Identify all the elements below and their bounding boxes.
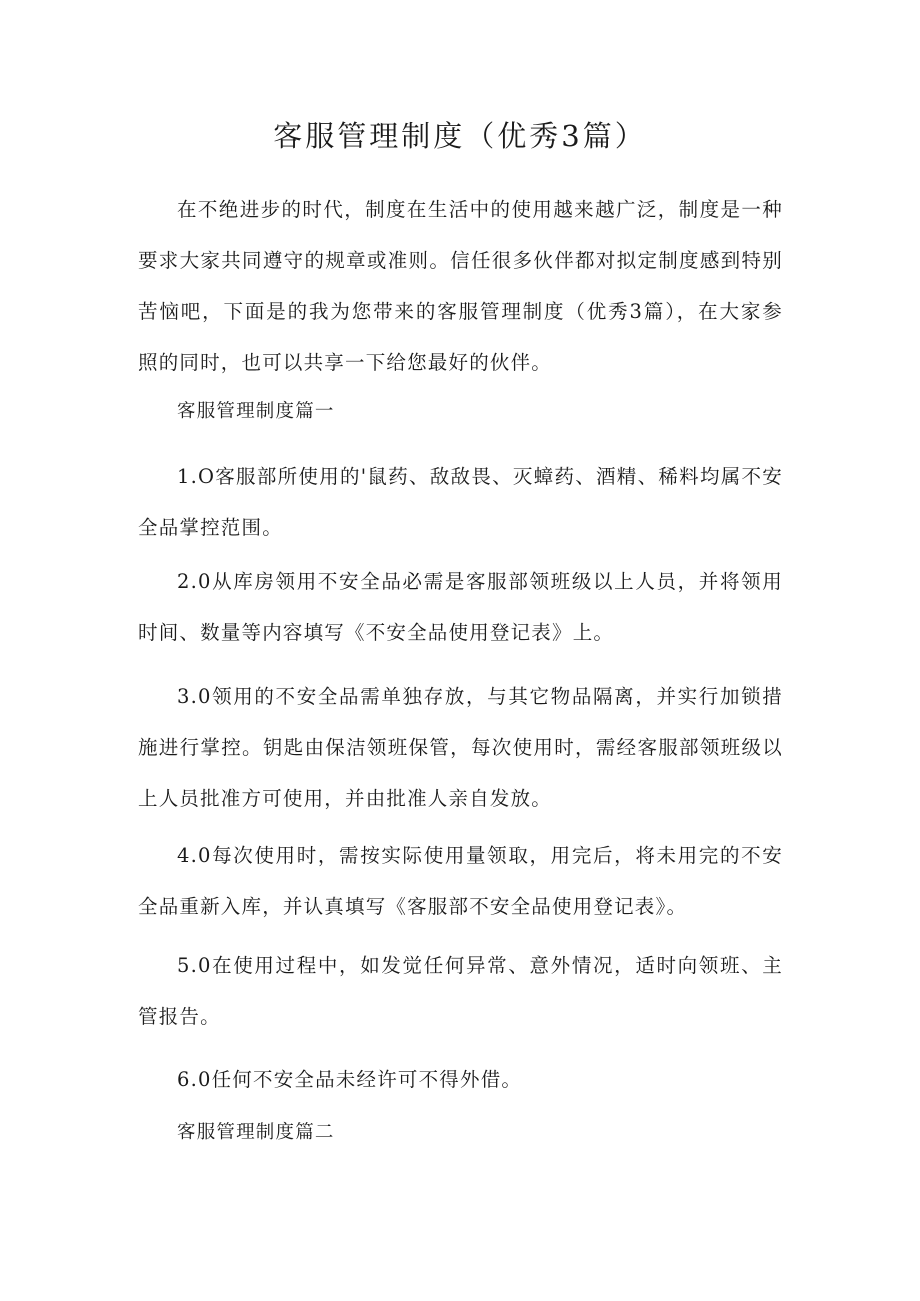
- list-item: 5.0在使用过程中，如发觉任何异常、意外情况，适时向领班、主管报告。: [138, 954, 783, 1028]
- list-item: 1.O客服部所使用的'鼠药、敌敌畏、灭蟑药、酒精、稀料均属不安全品掌控范围。: [138, 465, 783, 539]
- list-item: 4.0每次使用时，需按实际使用量领取，用完后，将未用完的不安全品重新入库，并认真填写《客服部不安全品使用登记表》。: [138, 844, 783, 918]
- list-item: 3.0领用的不安全品需单独存放，与其它物品隔离，并实行加锁措施进行掌控。钥匙由保洁领班保管，每次使用时，需经客服部领班级以上人员批准方可使用，并由批准人亲自发放。: [138, 685, 783, 810]
- section-heading-2: 客服管理制度篇二: [177, 1122, 335, 1143]
- section-heading-1: 客服管理制度篇一: [177, 401, 335, 422]
- list-item: 2.0从库房领用不安全品必需是客服部领班级以上人员，并将领用时间、数量等内容填写《不安全品使用登记表》上。: [138, 570, 783, 644]
- document-title: 客服管理制度（优秀3篇）: [273, 119, 647, 153]
- intro-paragraph: 在不绝进步的时代，制度在生活中的使用越来越广泛，制度是一种要求大家共同遵守的规章或准则。信任很多伙伴都对拟定制度感到特别苦恼吧，下面是的我为您带来的客服管理制度（优秀3篇），在大家参照的同时，也可以共享一下给您最好的伙伴。: [138, 198, 783, 374]
- list-item: 6.0任何不安全品未经许可不得外借。: [177, 1068, 523, 1091]
